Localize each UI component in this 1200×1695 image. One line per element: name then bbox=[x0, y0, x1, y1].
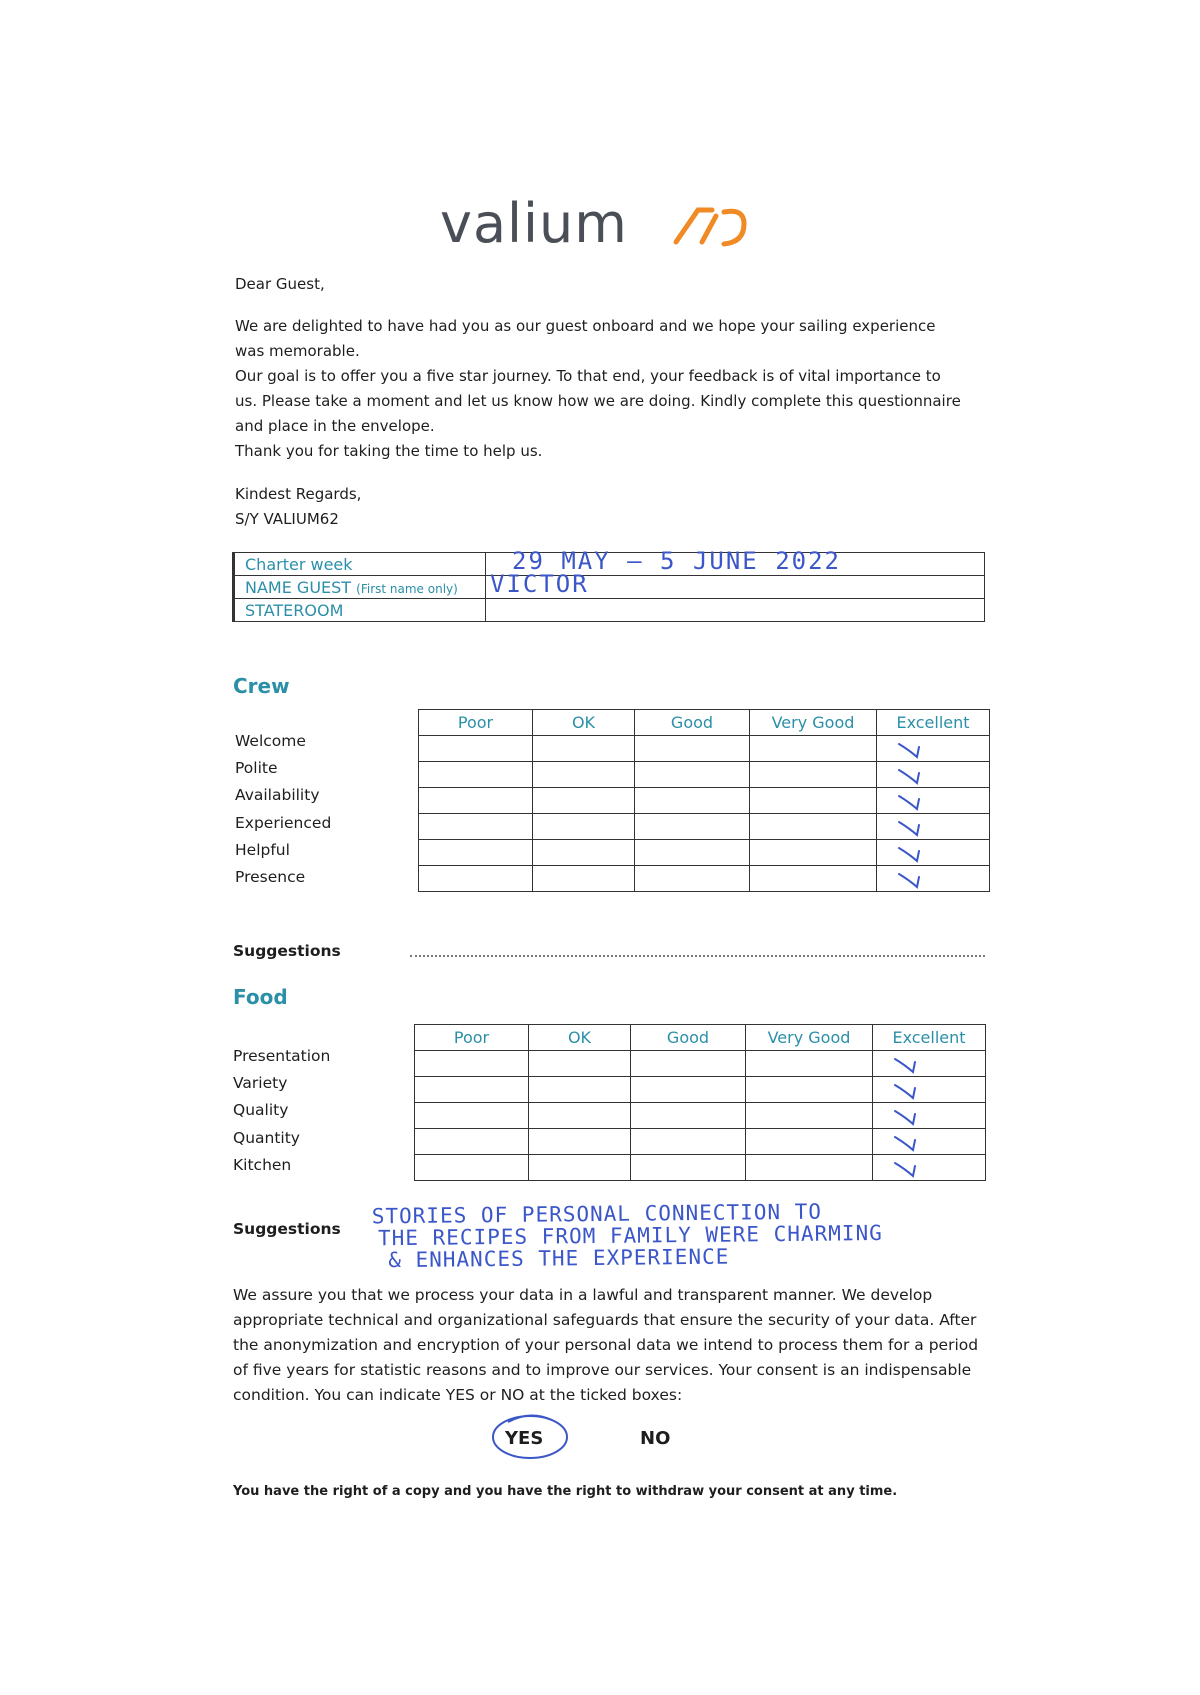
crew-rating-row bbox=[419, 814, 990, 840]
consent-no[interactable]: NO bbox=[640, 1428, 671, 1449]
crew-suggestions-label: Suggestions bbox=[233, 942, 341, 960]
crew-rating-cell[interactable] bbox=[533, 814, 635, 840]
greeting: Dear Guest, bbox=[235, 275, 325, 293]
crew-rating-cell[interactable] bbox=[750, 788, 877, 814]
crew-row-label: Availability bbox=[235, 786, 320, 805]
crew-title: Crew bbox=[233, 674, 290, 698]
food-rating-cell[interactable] bbox=[746, 1051, 873, 1077]
food-rating-cell[interactable] bbox=[631, 1129, 746, 1155]
food-rating-cell[interactable] bbox=[746, 1155, 873, 1181]
crew-rating-cell[interactable] bbox=[533, 762, 635, 788]
food-rating-cell[interactable] bbox=[529, 1077, 631, 1103]
closing: Kindest Regards, bbox=[235, 485, 362, 503]
food-row-label: Variety bbox=[233, 1074, 288, 1093]
crew-rating-cell[interactable] bbox=[750, 814, 877, 840]
food-rating-cell[interactable] bbox=[746, 1077, 873, 1103]
name-guest-value: VICTOR bbox=[490, 570, 589, 598]
food-rating-row bbox=[415, 1103, 986, 1129]
crew-rating-cell[interactable] bbox=[877, 762, 990, 788]
crew-rating-cell[interactable] bbox=[877, 788, 990, 814]
crew-rating-cell[interactable] bbox=[635, 736, 750, 762]
crew-row-label: Polite bbox=[235, 759, 278, 778]
logo-mark bbox=[440, 190, 770, 260]
food-row-labels bbox=[233, 1043, 330, 1179]
stateroom-label: STATEROOM bbox=[234, 599, 486, 622]
crew-rating-cell[interactable] bbox=[419, 866, 533, 892]
food-rating-cell[interactable] bbox=[415, 1103, 529, 1129]
food-rating-cell[interactable] bbox=[415, 1077, 529, 1103]
crew-rating-cell[interactable] bbox=[750, 840, 877, 866]
name-guest-label: NAME GUEST (First name only) bbox=[234, 576, 486, 599]
tick-mark bbox=[891, 1157, 931, 1179]
crew-header-row bbox=[419, 710, 990, 736]
consent-yes[interactable]: YES bbox=[505, 1428, 544, 1449]
crew-rating-cell[interactable] bbox=[635, 788, 750, 814]
crew-rating-cell[interactable] bbox=[635, 814, 750, 840]
crew-row-label: Welcome bbox=[235, 732, 306, 750]
crew-rating-cell[interactable] bbox=[877, 814, 990, 840]
crew-col-good: Good bbox=[635, 710, 750, 736]
tick-mark bbox=[891, 1079, 931, 1101]
guest-row-stateroom bbox=[234, 599, 985, 622]
suggestion-line: STORIES OF PERSONAL CONNECTION TO bbox=[371, 1199, 823, 1229]
crew-rating-cell[interactable] bbox=[750, 762, 877, 788]
food-col-poor: Poor bbox=[415, 1025, 529, 1051]
crew-col-ok: OK bbox=[533, 710, 635, 736]
crew-row-label: Experienced bbox=[235, 813, 332, 832]
crew-rating-cell[interactable] bbox=[533, 788, 635, 814]
crew-rating-cell[interactable] bbox=[750, 736, 877, 762]
crew-rating-cell[interactable] bbox=[635, 866, 750, 892]
tick-mark bbox=[895, 816, 935, 838]
tick-mark bbox=[895, 842, 935, 864]
food-suggestions-label: Suggestions bbox=[233, 1220, 341, 1238]
tick-mark bbox=[895, 738, 935, 760]
food-rating-row bbox=[415, 1155, 986, 1181]
crew-rating-cell[interactable] bbox=[877, 840, 990, 866]
crew-rating-table bbox=[418, 709, 990, 892]
crew-col-poor: Poor bbox=[419, 710, 533, 736]
food-col-ok: OK bbox=[529, 1025, 631, 1051]
crew-rating-row bbox=[419, 762, 990, 788]
food-rating-cell[interactable] bbox=[529, 1103, 631, 1129]
name-guest-note: (First name only) bbox=[356, 581, 458, 596]
food-row-label: Quality bbox=[233, 1101, 289, 1120]
food-rating-cell[interactable] bbox=[631, 1077, 746, 1103]
crew-rating-cell[interactable] bbox=[419, 762, 533, 788]
tick-mark bbox=[895, 764, 935, 786]
stateroom-field[interactable] bbox=[486, 599, 985, 622]
signature: S/Y VALIUM62 bbox=[235, 510, 339, 528]
food-rating-row bbox=[415, 1129, 986, 1155]
valium-logo bbox=[440, 190, 770, 260]
food-rating-cell[interactable] bbox=[873, 1155, 986, 1181]
crew-rating-cell[interactable] bbox=[419, 840, 533, 866]
guest-row-charter-week bbox=[234, 553, 985, 576]
food-rating-table bbox=[414, 1024, 986, 1181]
food-row-label: Quantity bbox=[233, 1128, 300, 1147]
tick-mark bbox=[891, 1131, 931, 1153]
food-rating-cell[interactable] bbox=[631, 1155, 746, 1181]
food-rating-cell[interactable] bbox=[529, 1129, 631, 1155]
food-rating-cell[interactable] bbox=[631, 1051, 746, 1077]
food-rating-row bbox=[415, 1051, 986, 1077]
privacy-statement: We assure you that we process your data in a lawful and transparent manner. We develop appropriate technical and organizational safeguards that ensure the security of your data. After the anonymization and encryption of your personal data we intend to process them for a period of five years for statistic reasons and to improve our services. Your consent is an indispensable condition. You can indicate YES or NO at the ticked boxes: bbox=[233, 1286, 979, 1404]
crew-rating-cell[interactable] bbox=[419, 788, 533, 814]
crew-rating-row bbox=[419, 736, 990, 762]
crew-rating-cell[interactable] bbox=[419, 814, 533, 840]
guest-info-table bbox=[232, 547, 985, 622]
logo-text: valium bbox=[440, 192, 628, 255]
food-rating-cell[interactable] bbox=[873, 1077, 986, 1103]
food-row-label: Kitchen bbox=[233, 1155, 292, 1174]
crew-rating-cell[interactable] bbox=[750, 866, 877, 892]
suggestion-line: & ENHANCES THE EXPERIENCE bbox=[388, 1244, 730, 1273]
charter-week-label: Charter week bbox=[234, 553, 486, 576]
food-rating-cell[interactable] bbox=[529, 1051, 631, 1077]
food-rating-cell[interactable] bbox=[873, 1129, 986, 1155]
crew-rating-cell[interactable] bbox=[533, 840, 635, 866]
crew-rating-row bbox=[419, 840, 990, 866]
food-rating-cell[interactable] bbox=[415, 1129, 529, 1155]
name-guest-field[interactable] bbox=[486, 570, 985, 599]
tick-mark bbox=[895, 790, 935, 812]
intro-paragraph-2: Our goal is to offer you a five star journey. To that end, your feedback is of vital importance to us. Please take a moment and let us know how we are doing. Kindly complete this questionnaire and place in the envelope. bbox=[235, 367, 961, 435]
food-col-excellent: Excellent bbox=[873, 1025, 986, 1051]
food-rating-cell[interactable] bbox=[746, 1103, 873, 1129]
footer-note: You have the right of a copy and you have the right to withdraw your consent at any time. bbox=[233, 1484, 898, 1499]
food-row-label: Presentation bbox=[233, 1047, 331, 1065]
food-col-very-good: Very Good bbox=[746, 1025, 873, 1051]
food-rating-cell[interactable] bbox=[415, 1051, 529, 1077]
food-rating-cell[interactable] bbox=[746, 1129, 873, 1155]
intro-paragraph-1: We are delighted to have had you as our guest onboard and we hope your sailing experience was memorable. bbox=[235, 317, 936, 360]
closing-block bbox=[235, 482, 361, 532]
crew-rating-cell[interactable] bbox=[419, 736, 533, 762]
intro-paragraph-3: Thank you for taking the time to help us. bbox=[235, 442, 543, 460]
food-col-good: Good bbox=[631, 1025, 746, 1051]
tick-mark bbox=[895, 868, 935, 890]
food-rating-cell[interactable] bbox=[631, 1103, 746, 1129]
crew-rating-cell[interactable] bbox=[877, 866, 990, 892]
crew-rating-row bbox=[419, 788, 990, 814]
suggestion-line: THE RECIPES FROM FAMILY WERE CHARMING bbox=[377, 1221, 883, 1251]
crew-row-labels bbox=[235, 728, 331, 891]
food-rating-cell[interactable] bbox=[415, 1155, 529, 1181]
food-title: Food bbox=[233, 985, 288, 1009]
food-suggestions-handwriting[interactable] bbox=[372, 1199, 1013, 1272]
crew-rating-cell[interactable] bbox=[877, 736, 990, 762]
food-header-row bbox=[415, 1025, 986, 1051]
food-rating-cell[interactable] bbox=[873, 1103, 986, 1129]
crew-rating-cell[interactable] bbox=[635, 762, 750, 788]
food-rating-cell[interactable] bbox=[873, 1051, 986, 1077]
food-rating-row bbox=[415, 1077, 986, 1103]
guest-row-name bbox=[234, 576, 985, 599]
crew-col-excellent: Excellent bbox=[877, 710, 990, 736]
crew-suggestions-field[interactable] bbox=[410, 955, 985, 957]
crew-col-very-good: Very Good bbox=[750, 710, 877, 736]
crew-rating-cell[interactable] bbox=[533, 736, 635, 762]
intro-text bbox=[235, 314, 965, 464]
tick-mark bbox=[891, 1053, 931, 1075]
crew-rating-row bbox=[419, 866, 990, 892]
tick-mark bbox=[891, 1105, 931, 1127]
crew-rating-cell[interactable] bbox=[533, 866, 635, 892]
crew-rating-cell[interactable] bbox=[635, 840, 750, 866]
food-rating-cell[interactable] bbox=[529, 1155, 631, 1181]
yes-circle-mark bbox=[490, 1410, 570, 1460]
charter-week-value: 29 MAY – 5 JUNE 2022 bbox=[512, 547, 841, 575]
crew-row-label: Presence bbox=[235, 867, 306, 886]
crew-row-label: Helpful bbox=[235, 840, 290, 859]
